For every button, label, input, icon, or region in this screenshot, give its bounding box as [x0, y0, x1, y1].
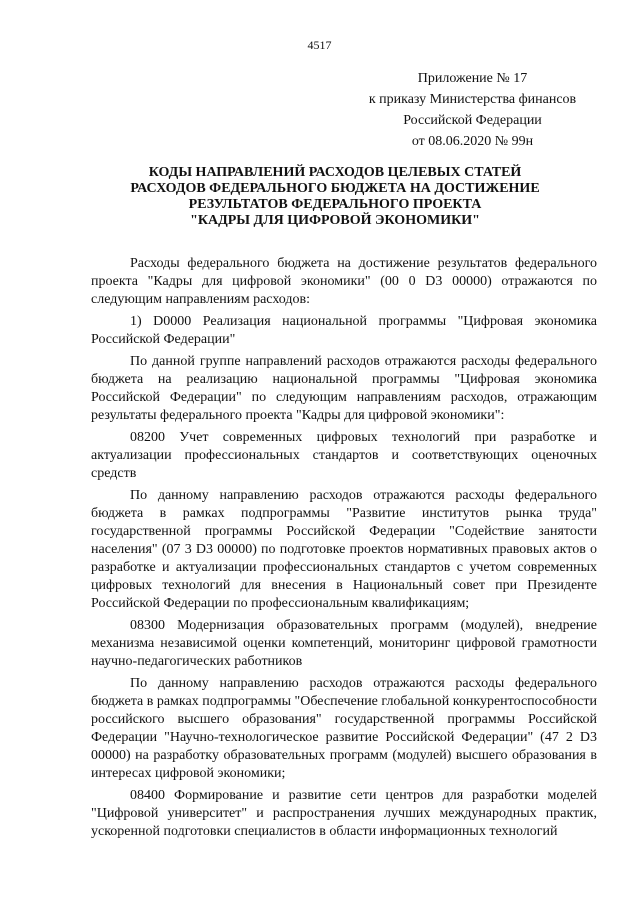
document-body: [91, 255, 597, 845]
paragraph-code-08300-description: По данному направлению расходов отражаются расходы федерального бюджета в рамках подпрограммы "Обеспечение глобальной конкурентоспособности российского высшего образования" государственной программы Российской Федерации "Научно-технологическое развитие Российской Федерации" (47 2 D3 00000) на разработку образовательных программ (модулей) высшего образования в интересах цифровой экономики;: [91, 676, 597, 781]
paragraph-code-08200-description: По данному направлению расходов отражаются расходы федерального бюджета в рамках подпрограммы "Развитие институтов рынка труда" государственной программы Российской Федерации "Содействие занятости населения" (07 3 D3 00000) по подготовке проектов нормативных правовых актов о разработке и актуализации профессиональных стандартов с учетом современных цифровых технологий для внесения в Национальный совет при Президенте Российской Федерации по профессиональным квалификациям;: [91, 488, 597, 611]
title-line-1: КОДЫ НАПРАВЛЕНИЙ РАСХОДОВ ЦЕЛЕВЫХ СТАТЕЙ: [148, 165, 522, 180]
title-line-2: РАСХОДОВ ФЕДЕРАЛЬНОГО БЮДЖЕТА НА ДОСТИЖЕНИЕ: [130, 181, 540, 196]
appendix-number: Приложение № 17: [417, 71, 528, 86]
appendix-issuer: Российской Федерации: [403, 113, 542, 128]
appendix-date: от 08.06.2020 № 99н: [411, 134, 534, 149]
paragraph-program-d0000: 1) D0000 Реализация национальной программы "Цифровая экономика Российской Федерации": [91, 314, 597, 347]
paragraph-code-08400: 08400 Формирование и развитие сети центров для разработки моделей "Цифровой университет" и распространения лучших международных практик, ускоренной подготовки специалистов в области информационных технологий: [91, 788, 597, 839]
title-line-3: РЕЗУЛЬТАТОВ ФЕДЕРАЛЬНОГО ПРОЕКТА: [188, 197, 482, 212]
paragraph-group-description: По данной группе направлений расходов отражаются расходы федерального бюджета на реализацию национальной программы "Цифровая экономика Российской Федерации" по следующим направлениям расходов, отражающим результаты федерального проекта "Кадры для цифровой экономики":: [91, 354, 597, 423]
appendix-block: [340, 68, 605, 152]
document-title: [70, 165, 600, 229]
paragraph-code-08300: 08300 Модернизация образовательных программ (модулей), внедрение механизма независимой оценки компетенций, мониторинг цифровой грамотности научно-педагогических работников: [91, 618, 597, 669]
title-line-4: "КАДРЫ ДЛЯ ЦИФРОВОЙ ЭКОНОМИКИ": [190, 213, 480, 228]
page-number: 4517: [307, 38, 332, 52]
paragraph-intro: Расходы федерального бюджета на достижение результатов федерального проекта "Кадры для цифровой экономики" (00 0 D3 00000) отражаются по следующим направлениям расходов:: [91, 256, 597, 307]
appendix-order: к приказу Министерства финансов: [368, 92, 577, 107]
paragraph-code-08200: 08200 Учет современных цифровых технологий при разработке и актуализации профессиональных стандартов и соответствующих оценочных средств: [91, 430, 597, 481]
